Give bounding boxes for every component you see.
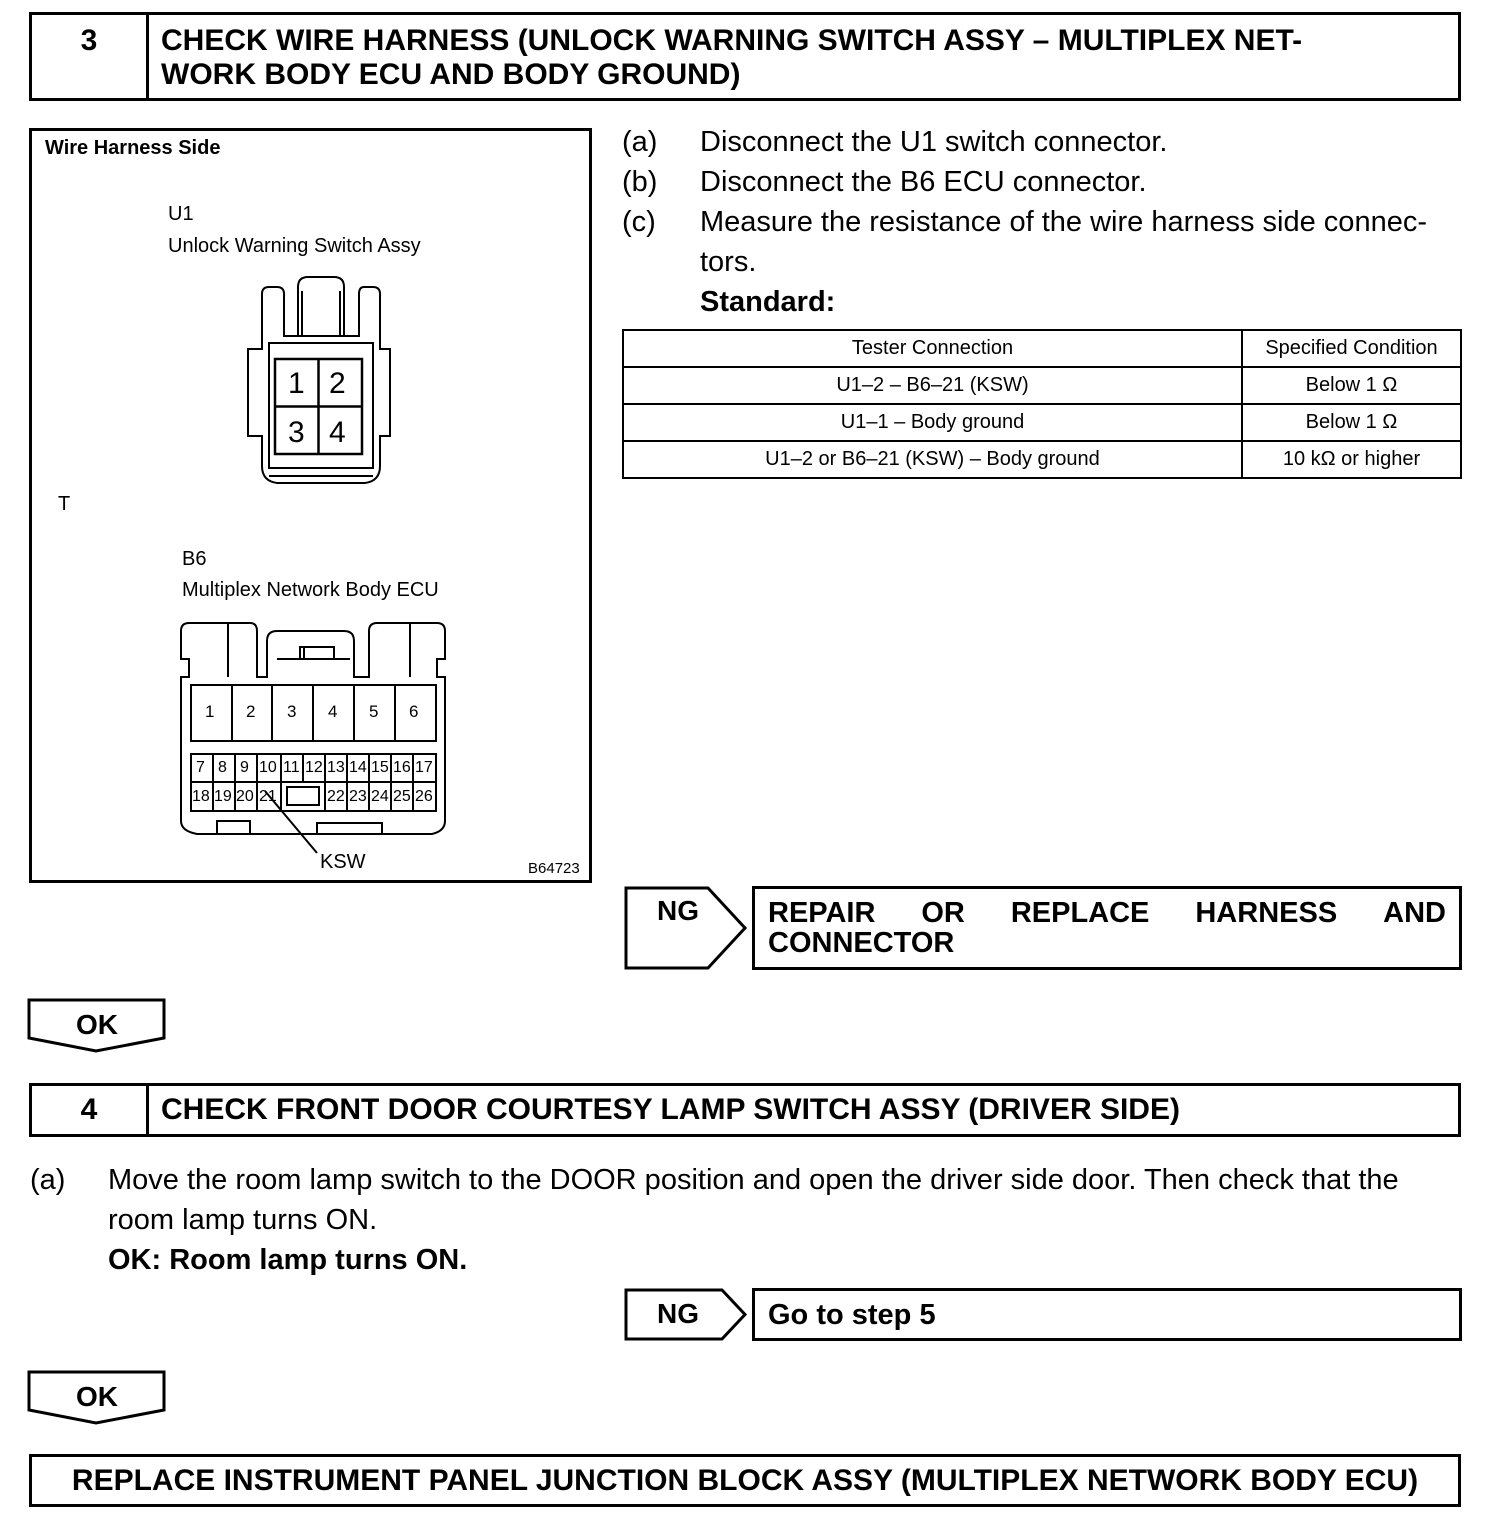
u1-pin: 1	[288, 367, 305, 400]
instruction-label: (a)	[30, 1164, 66, 1196]
b6-pin: 14	[349, 759, 367, 776]
b6-pin: 24	[371, 788, 389, 805]
step-title-line: CHECK WIRE HARNESS (UNLOCK WARNING SWITCH ASSY – MULTIPLEX NET-	[161, 24, 1303, 57]
b6-pin: 23	[349, 788, 367, 805]
b6-pin: 7	[196, 759, 205, 776]
table-cell: Below 1 Ω	[1242, 367, 1461, 404]
step4-instruction	[30, 1160, 1465, 1280]
ok-condition: OK: Room lamp turns ON.	[108, 1244, 468, 1276]
b6-name: Multiplex Network Body ECU	[182, 579, 439, 601]
b6-pin: 5	[369, 702, 379, 721]
ng-label: NG	[657, 895, 699, 926]
marker-t: T	[58, 493, 71, 515]
instruction-label: (b)	[622, 166, 658, 198]
b6-pin: 6	[409, 702, 419, 721]
b6-pin: 12	[305, 759, 323, 776]
result-text: Go to step 5	[768, 1299, 936, 1331]
b6-pin: 13	[327, 759, 345, 776]
result-word: HARNESS	[1195, 897, 1338, 929]
table-row	[623, 404, 1461, 441]
table-row	[623, 367, 1461, 404]
step3-header	[29, 12, 1461, 101]
spec-table	[622, 329, 1462, 479]
step-title-line: WORK BODY ECU AND BODY GROUND)	[161, 58, 741, 91]
table-header-cell: Tester Connection	[623, 330, 1242, 367]
table-row	[623, 441, 1461, 478]
ksw-label: KSW	[320, 851, 366, 873]
b6-pin: 3	[287, 702, 297, 721]
b6-pin: 2	[246, 702, 256, 721]
table-cell: U1–2 – B6–21 (KSW)	[623, 367, 1242, 404]
instruction-c	[622, 202, 1462, 282]
b6-pin: 10	[259, 759, 277, 776]
b6-pin: 8	[218, 759, 227, 776]
u1-pin: 3	[288, 416, 305, 449]
u1-name: Unlock Warning Switch Assy	[168, 235, 421, 257]
figure-heading: Wire Harness Side	[45, 137, 221, 159]
b6-pin: 18	[192, 788, 210, 805]
table-cell: U1–2 or B6–21 (KSW) – Body ground	[623, 441, 1242, 478]
instruction-text: Disconnect the U1 switch connector.	[700, 126, 1168, 158]
b6-pin: 4	[328, 702, 338, 721]
result-word: REPLACE	[1010, 897, 1150, 929]
b6-pin: 21	[259, 788, 277, 805]
b6-pin: 25	[393, 788, 411, 805]
result-line: CONNECTOR	[768, 927, 955, 959]
ok-label: OK	[76, 1381, 118, 1412]
instruction-a	[622, 122, 1462, 162]
step-title: CHECK FRONT DOOR COURTESY LAMP SWITCH ASSY (DRIVER SIDE)	[161, 1093, 1180, 1126]
table-cell: U1–1 – Body ground	[623, 404, 1242, 441]
table-cell: Below 1 Ω	[1242, 404, 1461, 441]
b6-pin: 20	[236, 788, 254, 805]
b6-pin: 26	[415, 788, 433, 805]
b6-pin: 9	[240, 759, 249, 776]
result-word: OR	[921, 897, 965, 929]
ng-result-box	[752, 1288, 1462, 1341]
table-header-cell: Specified Condition	[1242, 330, 1461, 367]
instruction-b	[622, 162, 1462, 202]
table-cell: 10 kΩ or higher	[1242, 441, 1461, 478]
u1-code: U1	[168, 203, 194, 225]
b6-pin: 11	[283, 759, 300, 776]
ng-label: NG	[657, 1298, 699, 1329]
instruction-label: (c)	[622, 206, 656, 238]
result-word: AND	[1383, 897, 1446, 929]
instruction-text: Measure the resistance of the wire harness side connec-	[700, 206, 1427, 238]
instruction-text: tors.	[700, 246, 757, 278]
final-action-box: REPLACE INSTRUMENT PANEL JUNCTION BLOCK ASSY (MULTIPLEX NETWORK BODY ECU)	[29, 1454, 1461, 1507]
b6-code: B6	[182, 548, 207, 570]
step-number: 4	[32, 1086, 149, 1134]
b6-pin: 22	[327, 788, 345, 805]
result-word: REPAIR	[768, 897, 876, 929]
step4-header	[29, 1083, 1461, 1137]
b6-pin: 1	[205, 702, 215, 721]
step-number: 3	[32, 15, 149, 98]
figure-id: B64723	[528, 860, 580, 877]
u1-pin: 4	[329, 416, 346, 449]
connector-figure	[29, 128, 592, 883]
u1-pin: 2	[329, 367, 346, 400]
b6-pin: 17	[415, 759, 433, 776]
instruction-text: Move the room lamp switch to the DOOR position and open the driver side door. Then check that the	[108, 1164, 1399, 1196]
table-header-row	[623, 330, 1461, 367]
standard-label: Standard:	[700, 286, 836, 318]
b6-pin: 19	[214, 788, 232, 805]
ng-result-box	[752, 886, 1462, 970]
instruction-text: Disconnect the B6 ECU connector.	[700, 166, 1147, 198]
result-line	[768, 897, 1446, 930]
ok-label: OK	[76, 1009, 118, 1040]
step-title	[149, 15, 1458, 98]
b6-pin: 16	[393, 759, 411, 776]
b6-pin: 15	[371, 759, 389, 776]
instruction-text: room lamp turns ON.	[108, 1204, 378, 1236]
instruction-label: (a)	[622, 126, 658, 158]
